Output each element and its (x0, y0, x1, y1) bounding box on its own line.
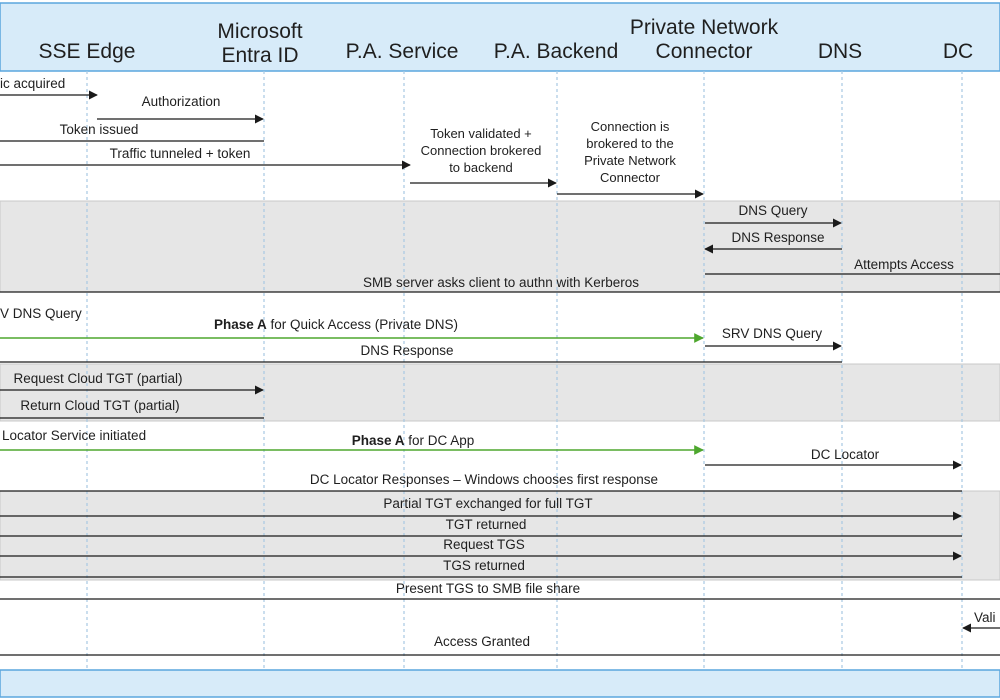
label-dns-response-2: DNS Response (360, 343, 454, 358)
participant-pa-backend: P.A. Backend (493, 40, 619, 63)
notes (421, 119, 677, 185)
label-dns-query: DNS Query (738, 203, 808, 218)
label-present-tgs: Present TGS to SMB file share (395, 581, 581, 596)
participant-dc: DC (942, 40, 974, 63)
label-phase-a-dc-app: Phase A for DC App (351, 433, 475, 448)
note-token-validated: Connection brokered (420, 143, 542, 158)
label-token-issued: Token issued (59, 122, 139, 137)
label-phase-a-quick-access: Phase A for Quick Access (Private DNS) (213, 317, 459, 332)
label-dc-locator-responses: DC Locator Responses – Windows chooses first response (309, 472, 659, 487)
participant-connector-line1: Private Network (629, 16, 779, 39)
note-token-validated: Token validated + (430, 126, 532, 141)
label-partial-tgt-exchanged: Partial TGT exchanged for full TGT (383, 496, 593, 511)
participant-connector-line2: Connector (655, 40, 753, 63)
label-return-cloud-tgt: Return Cloud TGT (partial) (20, 398, 180, 413)
participant-pa-service: P.A. Service (345, 40, 459, 63)
label-tgs-returned: TGS returned (443, 558, 525, 573)
label-attempts-access: Attempts Access (854, 257, 954, 272)
participant-sse-edge: SSE Edge (38, 40, 136, 63)
label-tgt-returned: TGT returned (445, 517, 527, 532)
note-connection-brokered: brokered to the (586, 136, 674, 151)
label-request-tgs: Request TGS (443, 537, 525, 552)
label-traffic-tunneled: Traffic tunneled + token (109, 146, 251, 161)
note-connection-brokered: Private Network (584, 153, 676, 168)
label-authorization: Authorization (141, 94, 221, 109)
label-dc-locator: DC Locator (810, 447, 880, 462)
label-smb-kerberos: SMB server asks client to authn with Kerberos (362, 275, 640, 290)
label-dns-response: DNS Response (731, 230, 825, 245)
note-connection-brokered: Connector (600, 170, 660, 185)
label-request-cloud-tgt: Request Cloud TGT (partial) (13, 371, 183, 386)
participant-entra-id-line1: Microsoft (217, 20, 303, 43)
note-connection-brokered: Connection is (590, 119, 670, 134)
participant-dns: DNS (817, 40, 863, 63)
note-token-validated: to backend (449, 160, 513, 175)
label-srv-dns-query: SRV DNS Query (721, 326, 823, 341)
label-access-granted: Access Granted (433, 634, 531, 649)
label-traffic-acquired: ic acquired (0, 76, 66, 91)
footer-bar (0, 670, 1000, 697)
label-validate: Vali (974, 610, 996, 625)
label-srv-dns-query-left: V DNS Query (0, 306, 82, 321)
participant-entra-id-line2: Entra ID (221, 44, 299, 67)
label-locator-initiated: Locator Service initiated (2, 428, 147, 443)
